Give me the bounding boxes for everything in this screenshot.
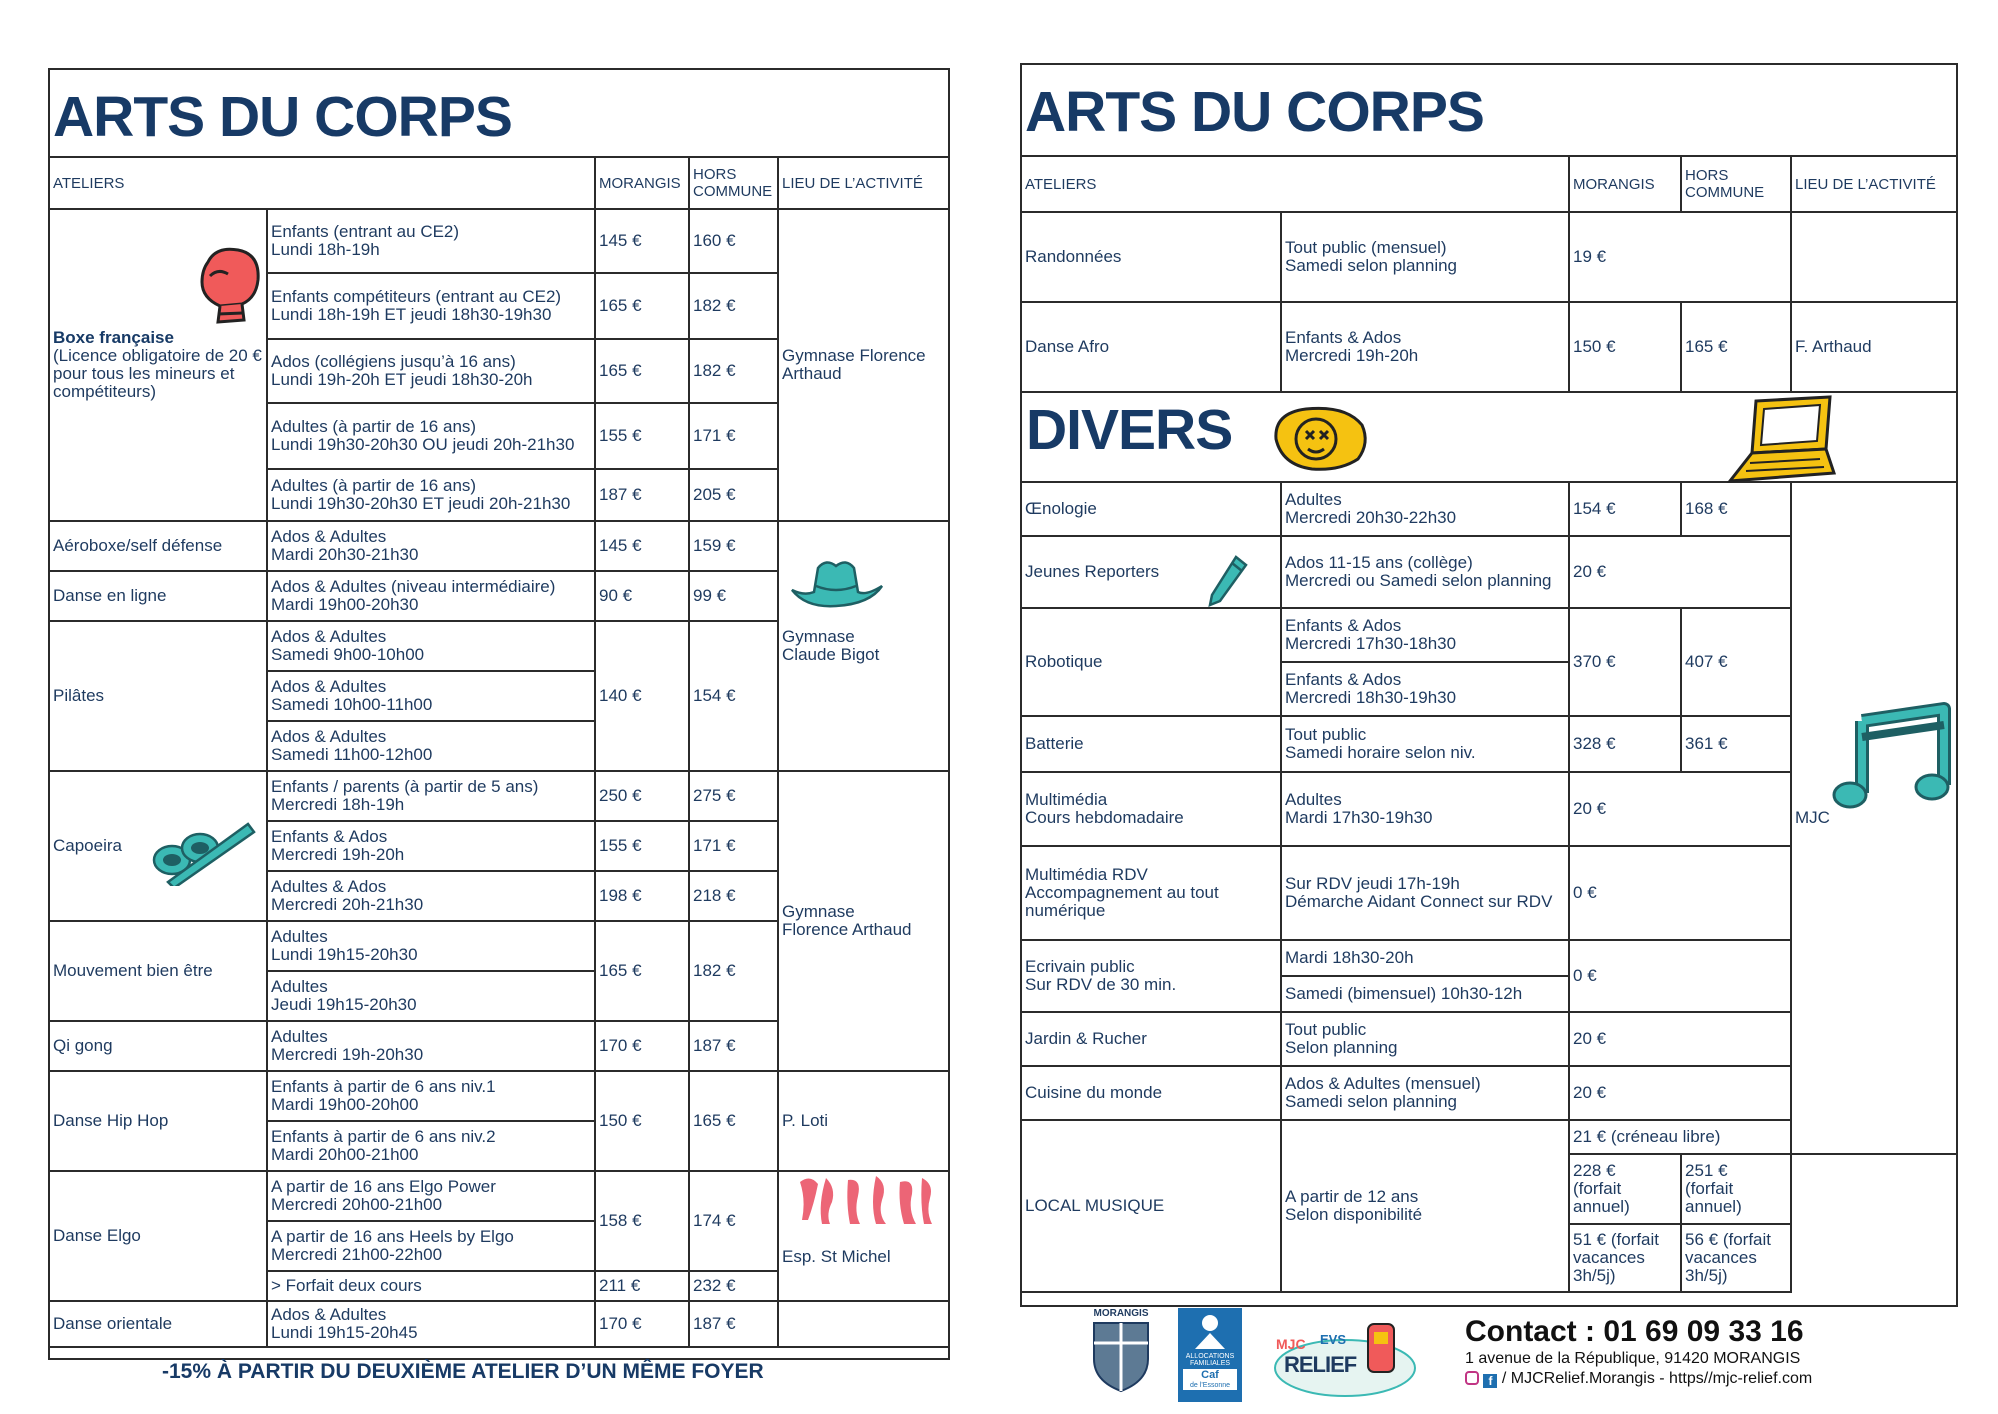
page-title: ARTS DU CORPS: [53, 85, 512, 149]
schedule-cell: A partir de 12 ans Selon disponibilité: [1281, 1120, 1569, 1292]
table-row: [49, 1071, 949, 1121]
schedule-cell: Enfants à partir de 6 ans niv.1 Mardi 19h00-20h00: [267, 1071, 595, 1121]
left-page: [48, 68, 950, 1360]
lieu-cell: Gymnase Florence Arthaud: [778, 209, 949, 521]
logo-text: MJC: [1276, 1336, 1306, 1352]
logo-text: ALLOCATIONS: [1185, 1353, 1235, 1360]
activity-oenologie: Œnologie: [1021, 482, 1281, 536]
schedule-cell: Ados 11-15 ans (collège) Mercredi ou Samedi selon planning: [1281, 536, 1569, 608]
schedule-cell: Ados & Adultes Mardi 20h30-21h30: [267, 521, 595, 571]
laptop-icon: [1722, 393, 1842, 493]
price-hors: 165 €: [1681, 302, 1791, 392]
price-hors: 182 €: [689, 921, 778, 1021]
activity-local-musique: LOCAL MUSIQUE: [1021, 1120, 1281, 1292]
price-hors: 361 €: [1681, 716, 1791, 772]
schedule-cell: Ados & Adultes Samedi 10h00-11h00: [267, 671, 595, 721]
header-hors-commune: HORS COMMUNE: [1681, 156, 1791, 212]
activity-batterie: Batterie: [1021, 716, 1281, 772]
activity-note: (Licence obligatoire de 20 € pour tous les mineurs et compétiteurs): [53, 346, 262, 401]
price-hors: 182 €: [689, 339, 778, 403]
schedule-cell: Enfants à partir de 6 ans niv.2 Mardi 20h00-21h00: [267, 1121, 595, 1171]
price-hors: 182 €: [689, 273, 778, 339]
price-morangis: 170 €: [595, 1301, 689, 1347]
caf-figure-icon: [1179, 1309, 1241, 1353]
price-hors: 160 €: [689, 209, 778, 273]
price-morangis: 155 €: [595, 821, 689, 871]
contact-address: 1 avenue de la République, 91420 MORANGIS: [1465, 1350, 1801, 1367]
lieu-cell: [1791, 212, 1957, 302]
schedule-cell: Enfants & Ados Mercredi 19h-20h: [267, 821, 595, 871]
price-hors: 232 €: [689, 1271, 778, 1301]
price-morangis: 211 €: [595, 1271, 689, 1301]
price-morangis: 20 €: [1569, 1012, 1791, 1066]
activity-randonnees: Randonnées: [1021, 212, 1281, 302]
schedule-cell: Enfants & Ados Mercredi 18h30-19h30: [1281, 662, 1569, 716]
coat-of-arms-icon: [1090, 1319, 1152, 1393]
schedule-cell: Enfants (entrant au CE2) Lundi 18h-19h: [267, 209, 595, 273]
lieu-cell: Gymnase Claude Bigot: [778, 521, 949, 771]
price-morangis: 170 €: [595, 1021, 689, 1071]
dancers-icon: [796, 1174, 936, 1226]
price-hors: 187 €: [689, 1301, 778, 1347]
price-morangis: 154 €: [1569, 482, 1681, 536]
logo-text: EVS: [1320, 1332, 1347, 1347]
price-hors: 251 € (forfait annuel): [1681, 1154, 1791, 1224]
schedule-cell: Tout public Samedi horaire selon niv.: [1281, 716, 1569, 772]
price-hors: 56 € (forfait vacances 3h/5j): [1681, 1224, 1791, 1292]
lieu-cell: MJC: [1791, 482, 1957, 1154]
schedule-cell: Tout public Selon planning: [1281, 1012, 1569, 1066]
price-morangis: 328 €: [1569, 716, 1681, 772]
price-morangis: 90 €: [595, 571, 689, 621]
berimbau-icon: [148, 810, 258, 886]
activities-table: [48, 156, 950, 1348]
activity-danse-afro: Danse Afro: [1021, 302, 1281, 392]
price-morangis: 165 €: [595, 339, 689, 403]
header-lieu: LIEU DE L’ACTIVITÉ: [1791, 156, 1957, 212]
schedule-cell: Ados & Adultes (niveau intermédiaire) Mardi 19h00-20h30: [267, 571, 595, 621]
social-text[interactable]: / MJCRelief.Morangis - https//mjc-relief.com: [1501, 1370, 1813, 1387]
header-morangis: MORANGIS: [1569, 156, 1681, 212]
schedule-cell: Enfants compétiteurs (entrant au CE2) Lundi 18h-19h ET jeudi 18h30-19h30: [267, 273, 595, 339]
schedule-cell: > Forfait deux cours: [267, 1271, 595, 1301]
schedule-cell: Ados & Adultes Lundi 19h15-20h45: [267, 1301, 595, 1347]
activity-pilates: Pilâtes: [49, 621, 267, 771]
price-morangis: 19 €: [1569, 212, 1791, 302]
schedule-cell: Ados & Adultes Samedi 11h00-12h00: [267, 721, 595, 771]
price-morangis: 20 €: [1569, 772, 1791, 846]
activity-name: Boxe française: [53, 328, 174, 347]
schedule-cell: A partir de 16 ans Heels by Elgo Mercredi 21h00-22h00: [267, 1221, 595, 1271]
schedule-cell: Adultes (à partir de 16 ans) Lundi 19h30-20h30 OU jeudi 20h-21h30: [267, 403, 595, 469]
price-morangis: 0 €: [1569, 846, 1791, 940]
price-hors: 99 €: [689, 571, 778, 621]
price-hors: 407 €: [1681, 608, 1791, 716]
price-hors: 171 €: [689, 821, 778, 871]
schedule-cell: Adultes Mardi 17h30-19h30: [1281, 772, 1569, 846]
logo-text: de l’Essonne: [1189, 1382, 1231, 1389]
schedule-cell: Adultes Mercredi 20h30-22h30: [1281, 482, 1569, 536]
price-cell: 21 € (créneau libre): [1569, 1120, 1791, 1154]
discount-note: -15% À PARTIR DU DEUXIÈME ATELIER D’UN MÊME FOYER: [162, 1360, 764, 1383]
contact-social: [1465, 1369, 1812, 1389]
schedule-cell: Ados & Adultes Samedi 9h00-10h00: [267, 621, 595, 671]
contact-block: [1465, 1315, 1812, 1389]
schedule-cell: Enfants & Ados Mercredi 19h-20h: [1281, 302, 1569, 392]
table-row: [49, 209, 949, 273]
activity-orientale: Danse orientale: [49, 1301, 267, 1347]
activities-table: [1020, 155, 1958, 1293]
price-morangis: 0 €: [1569, 940, 1791, 1012]
price-morangis: 145 €: [595, 521, 689, 571]
logo-text: MORANGIS: [1093, 1308, 1149, 1319]
schedule-cell: Adultes (à partir de 16 ans) Lundi 19h30-20h30 ET jeudi 20h-21h30: [267, 469, 595, 521]
schedule-cell: Ados (collégiens jusqu’à 16 ans) Lundi 19h-20h ET jeudi 18h30-20h: [267, 339, 595, 403]
price-morangis: 140 €: [595, 621, 689, 771]
price-morangis: 20 €: [1569, 536, 1791, 608]
activity-mouvement: Mouvement bien être: [49, 921, 267, 1021]
pencil-icon: [1206, 553, 1250, 609]
price-morangis: 165 €: [595, 273, 689, 339]
boxing-glove-icon: [186, 242, 276, 332]
header-morangis: MORANGIS: [595, 157, 689, 209]
schedule-cell: A partir de 16 ans Elgo Power Mercredi 20h00-21h00: [267, 1171, 595, 1221]
schedule-cell: Enfants / parents (à partir de 5 ans) Mercredi 18h-19h: [267, 771, 595, 821]
caf-logo: [1178, 1308, 1242, 1402]
section-title: DIVERS: [1026, 398, 1233, 462]
price-morangis: 145 €: [595, 209, 689, 273]
schedule-cell: Tout public (mensuel) Samedi selon planning: [1281, 212, 1569, 302]
contact-phone: Contact : 01 69 09 33 16: [1465, 1315, 1804, 1348]
activity-jeunes-reporters: Jeunes Reporters: [1021, 536, 1281, 608]
activity-qigong: Qi gong: [49, 1021, 267, 1071]
lieu-cell: Esp. St Michel: [778, 1171, 949, 1301]
price-hors: 168 €: [1681, 482, 1791, 536]
header-hors-commune: HORS COMMUNE: [689, 157, 778, 209]
activity-aeroboxe: Aéroboxe/self défense: [49, 521, 267, 571]
schedule-cell: Adultes Mercredi 19h-20h30: [267, 1021, 595, 1071]
header-ateliers: ATELIERS: [1021, 156, 1569, 212]
lieu-cell: Gymnase Florence Arthaud: [778, 771, 949, 1071]
table-header: [1021, 156, 1957, 212]
price-hors: 187 €: [689, 1021, 778, 1071]
header-lieu: LIEU DE L’ACTIVITÉ: [778, 157, 949, 209]
activity-ecrivain: Ecrivain public Sur RDV de 30 min.: [1021, 940, 1281, 1012]
schedule-cell: Mardi 18h30-20h: [1281, 940, 1569, 976]
page-title: ARTS DU CORPS: [1025, 80, 1484, 144]
price-morangis: 187 €: [595, 469, 689, 521]
price-hors: 165 €: [689, 1071, 778, 1171]
schedule-cell: Adultes & Ados Mercredi 20h-21h30: [267, 871, 595, 921]
header-ateliers: ATELIERS: [49, 157, 595, 209]
price-morangis: 370 €: [1569, 608, 1681, 716]
price-hors: 171 €: [689, 403, 778, 469]
logo-text: RELIEF: [1284, 1352, 1357, 1377]
morangis-logo: [1090, 1308, 1152, 1400]
price-morangis: 150 €: [595, 1071, 689, 1171]
price-morangis: 20 €: [1569, 1066, 1791, 1120]
price-morangis: 250 €: [595, 771, 689, 821]
music-note-icon: [1828, 701, 1954, 813]
table-row: [1021, 212, 1957, 302]
table-header: [49, 157, 949, 209]
schedule-cell: Enfants & Ados Mercredi 17h30-18h30: [1281, 608, 1569, 662]
schedule-cell: Adultes Lundi 19h15-20h30: [267, 921, 595, 971]
price-morangis: 155 €: [595, 403, 689, 469]
right-page: [1020, 63, 1958, 1307]
cowboy-hat-icon: [786, 554, 886, 614]
price-hors: 218 €: [689, 871, 778, 921]
activity-cuisine: Cuisine du monde: [1021, 1066, 1281, 1120]
mjc-relief-logo: [1270, 1308, 1420, 1400]
price-morangis: 165 €: [595, 921, 689, 1021]
activity-multimedia-rdv: Multimédia RDV Accompagnement au tout numérique: [1021, 846, 1281, 940]
activity-elgo: Danse Elgo: [49, 1171, 267, 1301]
price-morangis: 228 € (forfait annuel): [1569, 1154, 1681, 1224]
price-morangis: 158 €: [595, 1171, 689, 1271]
price-morangis: 198 €: [595, 871, 689, 921]
table-row: [49, 1301, 949, 1347]
rugby-helmet-icon: [1266, 403, 1374, 475]
lieu-cell: [778, 1301, 949, 1347]
activity-hiphop: Danse Hip Hop: [49, 1071, 267, 1171]
table-row: [1021, 302, 1957, 392]
price-hors: 174 €: [689, 1171, 778, 1271]
lieu-cell: P. Loti: [778, 1071, 949, 1171]
price-morangis: 150 €: [1569, 302, 1681, 392]
price-hors: 154 €: [689, 621, 778, 771]
activity-jardin: Jardin & Rucher: [1021, 1012, 1281, 1066]
price-hors: 275 €: [689, 771, 778, 821]
schedule-cell: Ados & Adultes (mensuel) Samedi selon planning: [1281, 1066, 1569, 1120]
activity-multimedia: Multimédia Cours hebdomadaire: [1021, 772, 1281, 846]
schedule-cell: Sur RDV jeudi 17h-19h Démarche Aidant Connect sur RDV: [1281, 846, 1569, 940]
schedule-cell: Adultes Jeudi 19h15-20h30: [267, 971, 595, 1021]
activity-capoeira: Capoeira: [49, 771, 267, 921]
instagram-icon: [1465, 1371, 1479, 1385]
price-morangis: 51 € (forfait vacances 3h/5j): [1569, 1224, 1681, 1292]
price-hors: 205 €: [689, 469, 778, 521]
price-hors: 159 €: [689, 521, 778, 571]
logo-text: FAMILIALES: [1189, 1360, 1231, 1367]
schedule-cell: Samedi (bimensuel) 10h30-12h: [1281, 976, 1569, 1012]
activity-robotique: Robotique: [1021, 608, 1281, 716]
activity-danse-ligne: Danse en ligne: [49, 571, 267, 621]
logo-text: Caf: [1201, 1369, 1219, 1381]
lieu-cell: F. Arthaud: [1791, 302, 1957, 392]
facebook-icon: f: [1483, 1374, 1497, 1388]
